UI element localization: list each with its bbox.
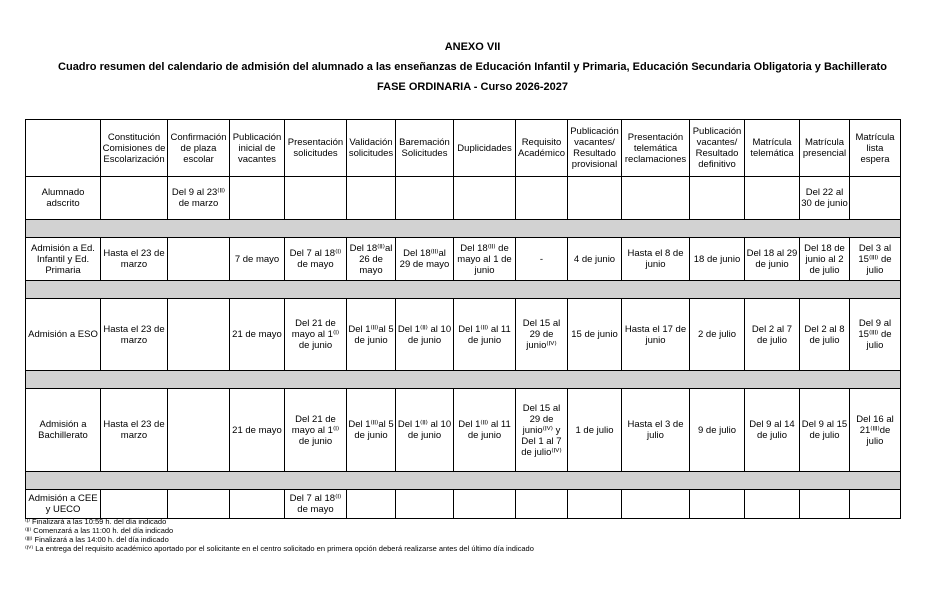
table-cell: Hasta el 3 de julio [622,389,690,472]
table-cell: Del 3 al 15⁽ᴵᴵᴵ⁾ de julio [850,238,901,281]
table-cell: Hasta el 23 de marzo [101,238,168,281]
footnote: ⁽ᴵᴵ⁾ Comenzará a las 11:00 h. del día indicado [25,526,174,535]
table-cell: Del 22 al 30 de junio [800,177,850,220]
table-cell: 2 de julio [690,299,745,371]
separator-row [26,220,901,238]
table-cell: 4 de junio [568,238,622,281]
row-label: Admisión a Bachillerato [26,389,101,472]
table-cell: 7 de mayo [230,238,285,281]
table-cell [230,490,285,519]
table-cell: 15 de junio [568,299,622,371]
footnote: ⁽ᴵᴵᴵ⁾ Finalizará a las 14:00 h. del día indicado [25,535,169,544]
column-header: Publicación vacantes/ Resultado provisional [568,120,622,177]
column-header: Matrícula lista espera [850,120,901,177]
table-cell: Del 1⁽ᴵᴵ⁾al 5 de junio [347,389,396,472]
table-cell: Del 16 al 21⁽ᴵᴵᴵ⁾de julio [850,389,901,472]
row-label: Alumnado adscrito [26,177,101,220]
table-cell: Hasta el 8 de junio [622,238,690,281]
table-cell: Del 18⁽ᴵᴵ⁾al 26 de mayo [347,238,396,281]
document-title: Cuadro resumen del calendario de admisión del alumnado a las enseñanzas de Educación Infantil y Primaria, Educación Secundaria Obligatoria y Bachillerato [58,61,887,73]
column-header: Publicación inicial de vacantes [230,120,285,177]
table-cell [516,177,568,220]
table-cell: - [516,238,568,281]
table-cell: Del 18 de junio al 2 de julio [800,238,850,281]
table-cell: Del 1⁽ᴵᴵ⁾ al 10 de junio [396,299,454,371]
table-cell: Del 21 de mayo al 1⁽ᴵ⁾ de junio [285,299,347,371]
table-cell: 1 de julio [568,389,622,472]
column-header: Requisito Académico [516,120,568,177]
column-header: Constitución Comisiones de Escolarización [101,120,168,177]
column-header: Presentación telemática reclamaciones [622,120,690,177]
table-row [26,299,901,371]
table-row [26,490,901,519]
table-cell [454,490,516,519]
table-cell: Del 9 al 15 de julio [800,389,850,472]
table-cell: Del 2 al 8 de julio [800,299,850,371]
table-cell: Del 15 al 29 de junio⁽ᴵⱽ⁾ [516,299,568,371]
table-cell [168,389,230,472]
separator-cell [26,220,901,238]
table-cell: 21 de mayo [230,299,285,371]
table-cell: Del 18⁽ᴵᴵ⁾ de mayo al 1 de junio [454,238,516,281]
separator-cell [26,371,901,389]
table-cell: Del 1⁽ᴵᴵ⁾al 5 de junio [347,299,396,371]
annex-title: ANEXO VII [444,41,501,53]
table-cell [168,490,230,519]
separator-cell [26,281,901,299]
table-cell: Del 7 al 18⁽ᴵ⁾ de mayo [285,490,347,519]
table-cell: Del 9 al 14 de julio [745,389,800,472]
table-cell [347,177,396,220]
table-cell [454,177,516,220]
table-cell [622,177,690,220]
table-cell: 21 de mayo [230,389,285,472]
table-cell [230,177,285,220]
table-cell [800,490,850,519]
column-header: Matrícula presencial [800,120,850,177]
table-cell [568,177,622,220]
table-cell: Hasta el 23 de marzo [101,389,168,472]
table-cell: Del 9 al 23⁽ᴵᴵ⁾ de marzo [168,177,230,220]
table-cell: 18 de junio [690,238,745,281]
table-cell: Del 1⁽ᴵᴵ⁾ al 10 de junio [396,389,454,472]
column-header: Baremación Solicitudes [396,120,454,177]
table-cell [347,490,396,519]
row-label: Admisión a ESO [26,299,101,371]
table-cell: 9 de julio [690,389,745,472]
table-cell: Del 7 al 18⁽ᴵ⁾ de mayo [285,238,347,281]
table-cell [516,490,568,519]
table-cell: Del 21 de mayo al 1⁽ᴵ⁾ de junio [285,389,347,472]
table-cell [850,490,901,519]
table-cell [745,177,800,220]
table-cell: Del 9 al 15⁽ᴵᴵᴵ⁾ de julio [850,299,901,371]
footnote: ⁽ᴵ⁾ Finalizará a las 10:59 h. del día indicado [25,517,167,526]
admission-calendar-table [25,119,901,519]
table-cell: Del 15 al 29 de junio⁽ᴵⱽ⁾ y Del 1 al 7 de julio⁽ᴵⱽ⁾ [516,389,568,472]
table-cell [396,490,454,519]
separator-row [26,371,901,389]
table-cell: Del 2 al 7 de julio [745,299,800,371]
column-header: Presentación solicitudes [285,120,347,177]
table-cell: Del 18⁽ᴵᴵ⁾al 29 de mayo [396,238,454,281]
column-header: Validación solicitudes [347,120,396,177]
table-cell [622,490,690,519]
phase-title: FASE ORDINARIA - Curso 2026-2027 [377,81,568,93]
row-label: Admisión a CEE y UECO [26,490,101,519]
table-cell [690,177,745,220]
table-cell: Hasta el 23 de marzo [101,299,168,371]
column-header [26,120,101,177]
separator-row [26,472,901,490]
table-cell [850,177,901,220]
table-cell: Del 18 al 29 de junio [745,238,800,281]
table-cell [168,299,230,371]
table-cell [690,490,745,519]
table-cell [396,177,454,220]
separator-cell [26,472,901,490]
table-cell [285,177,347,220]
table-cell [745,490,800,519]
table-cell: Del 1⁽ᴵᴵ⁾ al 11 de junio [454,299,516,371]
column-header: Confirmación de plaza escolar [168,120,230,177]
table-cell [168,238,230,281]
table-row [26,238,901,281]
table-cell [101,177,168,220]
table-cell: Hasta el 17 de junio [622,299,690,371]
table-cell [568,490,622,519]
table-row [26,177,901,220]
column-header: Matrícula telemática [745,120,800,177]
separator-row [26,281,901,299]
footnote: ⁽ᴵⱽ⁾ La entrega del requisito académico aportado por el solicitante en el centro solicitado en primera opción deberá realizarse antes del último día indicado [25,544,534,553]
row-label: Admisión a Ed. Infantil y Ed. Primaria [26,238,101,281]
table-cell [101,490,168,519]
column-header: Duplicidades [454,120,516,177]
table-row [26,389,901,472]
table-cell: Del 1⁽ᴵᴵ⁾ al 11 de junio [454,389,516,472]
header-row [26,120,901,177]
column-header: Publicación vacantes/ Resultado definitivo [690,120,745,177]
